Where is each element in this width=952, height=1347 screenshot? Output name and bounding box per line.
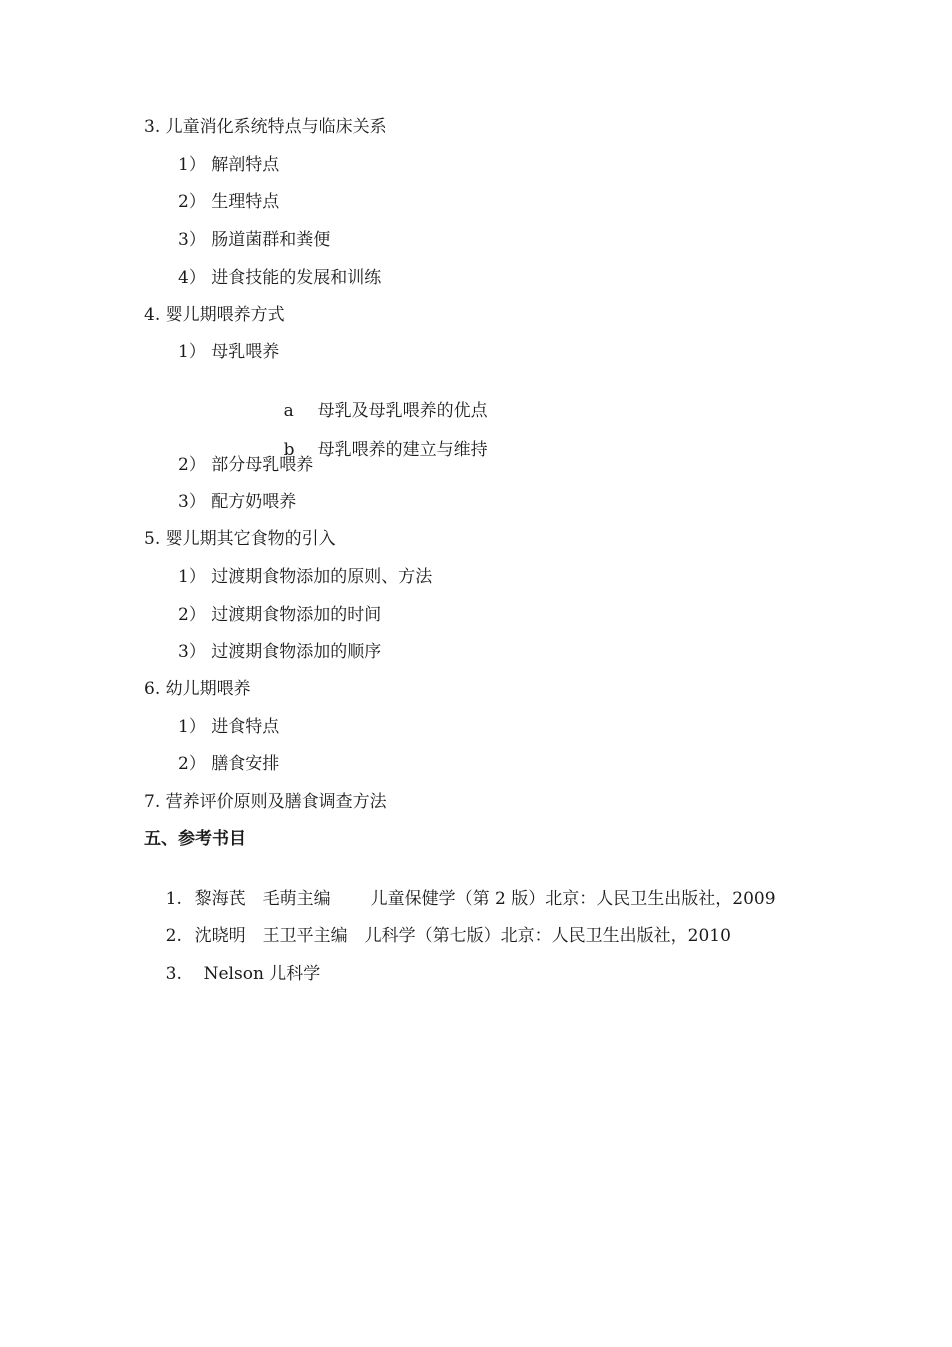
- reference-item-1: [144, 866, 776, 909]
- section-4-title: 4. 婴儿期喂养方式: [144, 305, 285, 325]
- reference-number: 1.: [165, 889, 182, 909]
- reference-number: 3.: [165, 964, 182, 984]
- section-4-item-2: 2） 部分母乳喂养: [178, 455, 314, 475]
- section-4-subitem-a: [262, 378, 488, 421]
- subitem-label: b: [283, 440, 295, 460]
- section-5-item-2: 2） 过渡期食物添加的时间: [178, 605, 382, 625]
- section-4-subitem-b: [262, 417, 488, 460]
- reference-authors: 沈晓明 王卫平主编: [194, 926, 348, 946]
- section-6-item-1: 1） 进食特点: [178, 717, 280, 737]
- reference-work: 儿童保健学（第 2 版）北京：人民卫生出版社，2009: [370, 889, 776, 909]
- subitem-text: 母乳及母乳喂养的优点: [317, 401, 488, 421]
- reference-work: Nelson 儿科学: [203, 964, 321, 984]
- section-5-item-3: 3） 过渡期食物添加的顺序: [178, 642, 382, 662]
- section-6-item-2: 2） 膳食安排: [178, 754, 280, 774]
- reference-number: 2.: [165, 926, 182, 946]
- section-5-title: 5. 婴儿期其它食物的引入: [144, 529, 336, 549]
- reference-item-2: [144, 903, 731, 946]
- reference-item-3: [144, 941, 321, 984]
- reference-authors: 黎海芪 毛萌主编: [194, 889, 331, 909]
- subitem-label: a: [283, 401, 294, 421]
- section-7-title: 7. 营养评价原则及膳食调查方法: [144, 792, 387, 812]
- section-4-item-1: 1） 母乳喂养: [178, 342, 280, 362]
- reference-work: 儿科学（第七版）北京：人民卫生出版社，2010: [364, 926, 731, 946]
- section-3-item-2: 2） 生理特点: [178, 192, 280, 212]
- section-6-title: 6. 幼儿期喂养: [144, 679, 251, 699]
- section-3-title: 3. 儿童消化系统特点与临床关系: [144, 117, 387, 137]
- references-heading: 五、参考书目: [144, 829, 246, 849]
- subitem-text: 母乳喂养的建立与维持: [317, 440, 488, 460]
- section-3-item-4: 4） 进食技能的发展和训练: [178, 268, 382, 288]
- section-5-item-1: 1） 过渡期食物添加的原则、方法: [178, 567, 433, 587]
- section-4-item-3: 3） 配方奶喂养: [178, 492, 297, 512]
- section-3-item-3: 3） 肠道菌群和粪便: [178, 230, 331, 250]
- section-3-item-1: 1） 解剖特点: [178, 155, 280, 175]
